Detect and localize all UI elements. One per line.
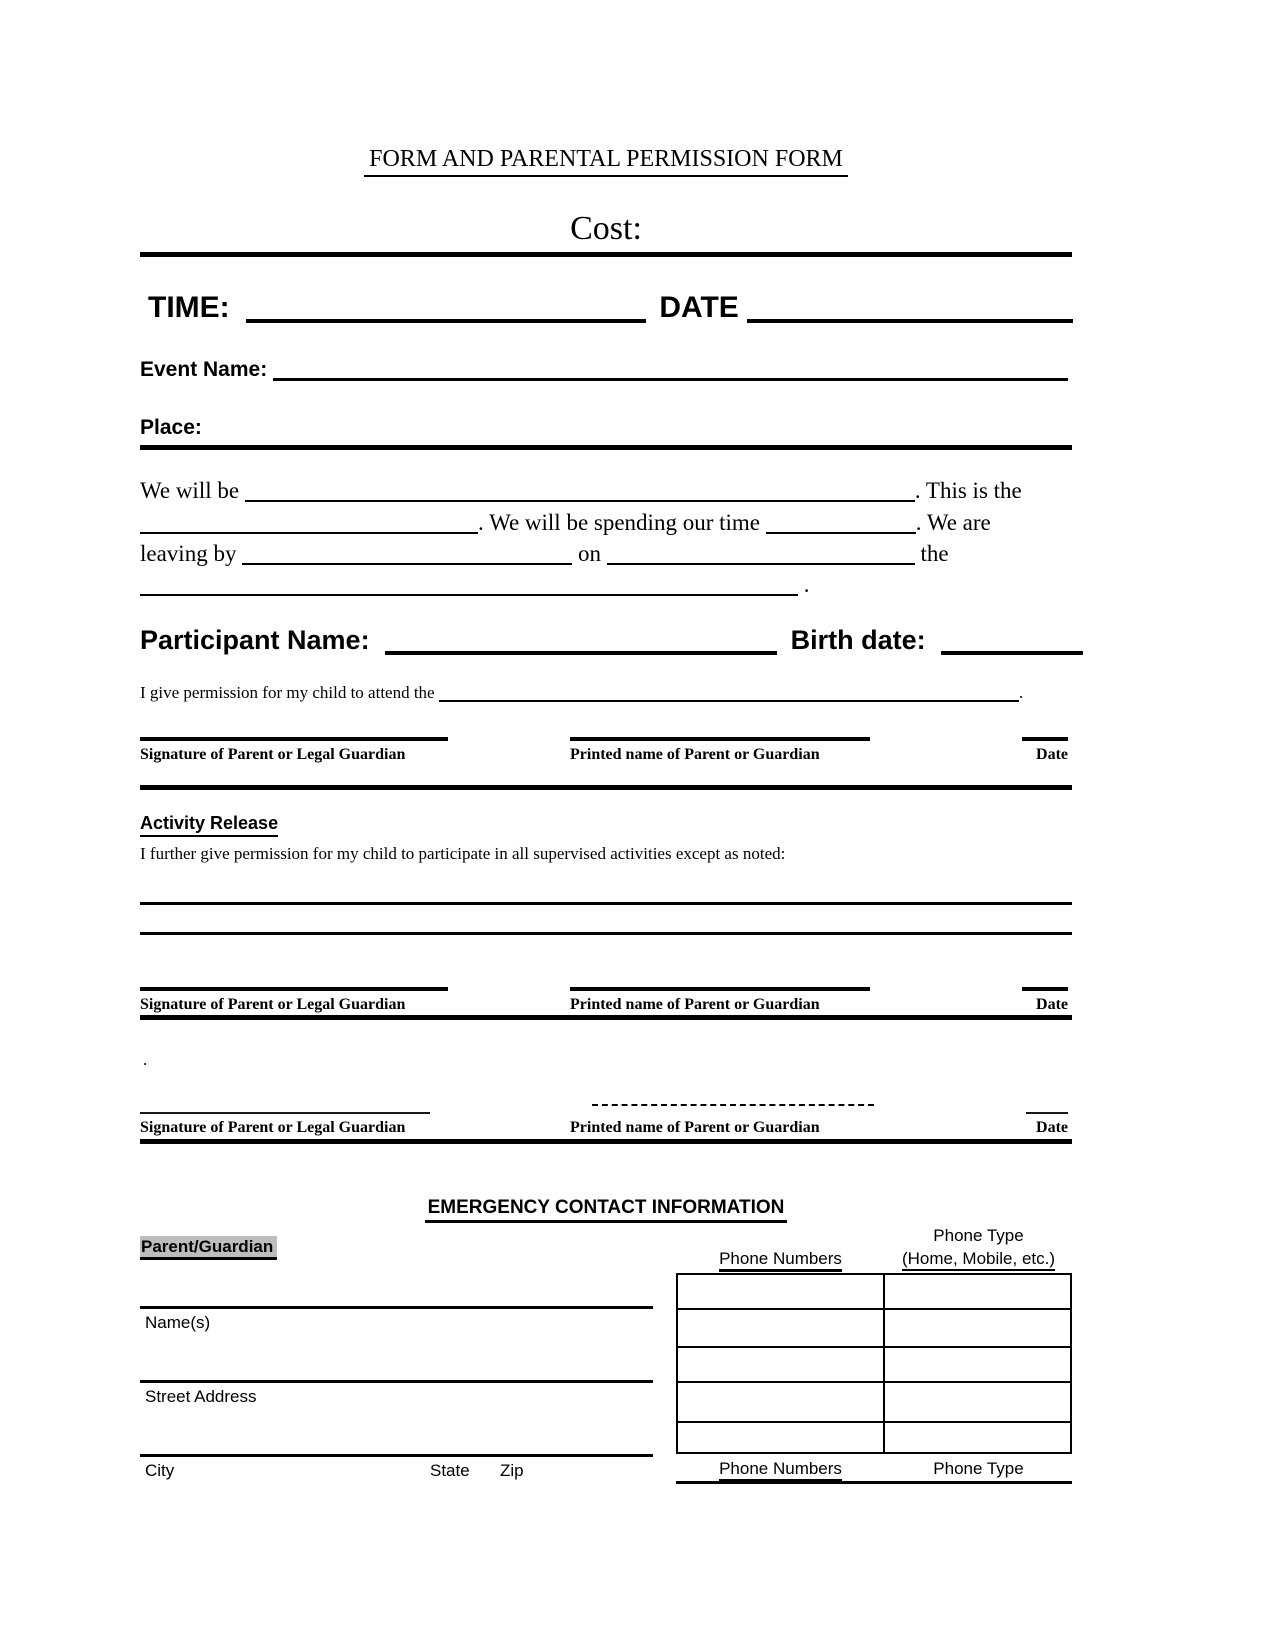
table-cell[interactable]: [883, 1421, 1070, 1452]
parent-guardian-label: Parent/Guardian: [140, 1236, 277, 1260]
trip-text: . We will be spending our time: [478, 510, 766, 535]
permission-period: .: [1018, 683, 1024, 702]
trip-text: the: [914, 541, 949, 566]
cost-label: Cost:: [570, 210, 642, 247]
footer-phone-numbers: [676, 1459, 885, 1479]
date-line[interactable]: [1026, 1112, 1068, 1114]
zip-label: Zip: [500, 1461, 524, 1480]
emergency-heading: EMERGENCY CONTACT INFORMATION: [425, 1197, 788, 1223]
time-date-row: [148, 291, 1073, 325]
table-cell[interactable]: [883, 1381, 1070, 1421]
table-cell[interactable]: [678, 1346, 883, 1381]
trip-text: . This is the: [914, 478, 1022, 503]
date-line[interactable]: [1022, 987, 1068, 991]
date-blank[interactable]: [747, 317, 1073, 323]
signature-label: Signature of Parent or Legal Guardian: [140, 996, 406, 1013]
trip-blank-4[interactable]: [242, 561, 572, 565]
event-name-label: Event Name:: [140, 358, 268, 381]
printed-name-label: Printed name of Parent or Guardian: [570, 746, 820, 763]
footer-phone-numbers-text: Phone Numbers: [719, 1459, 842, 1482]
table-cell[interactable]: [678, 1381, 883, 1421]
trip-line-2: [140, 510, 991, 536]
activity-release-heading-row: [140, 813, 278, 834]
stray-period: .: [143, 1050, 148, 1069]
section-rule: [140, 1139, 1072, 1144]
parent-guardian-row: [140, 1237, 277, 1257]
printed-name-line[interactable]: [592, 1104, 874, 1106]
participant-name-blank[interactable]: [385, 649, 777, 655]
cost-row: [140, 210, 1072, 248]
printed-name-line[interactable]: [570, 737, 870, 741]
emergency-heading-row: [140, 1197, 1072, 1219]
contact-table: [676, 1273, 1072, 1454]
title-row: [140, 146, 1072, 173]
footer-rule: [676, 1481, 1072, 1484]
city-line[interactable]: [140, 1454, 653, 1457]
date-label: DATE: [659, 291, 739, 324]
street-line[interactable]: [140, 1380, 653, 1383]
date-label: Date: [1036, 746, 1068, 763]
activity-release-heading: Activity Release: [140, 813, 278, 837]
name-label: Name(s): [145, 1313, 211, 1332]
cost-rule: [140, 252, 1072, 257]
printed-name-label: Printed name of Parent or Guardian: [570, 1119, 820, 1136]
table-cell[interactable]: [883, 1275, 1070, 1308]
event-name-blank[interactable]: [273, 376, 1068, 381]
time-label: TIME:: [148, 291, 230, 324]
place-rule: [140, 445, 1072, 450]
date-label: Date: [1036, 996, 1068, 1013]
trip-text: . We are: [915, 510, 991, 535]
notes-line-1[interactable]: [140, 902, 1072, 905]
place-row: [140, 416, 202, 440]
date-line[interactable]: [1022, 737, 1068, 741]
phone-numbers-header: [676, 1249, 885, 1269]
phone-type-header-line1: Phone Type: [933, 1226, 1024, 1245]
city-label: City: [145, 1461, 175, 1480]
trip-text: .: [798, 572, 810, 597]
participant-row: [140, 625, 1083, 656]
date-label: Date: [1036, 1119, 1068, 1136]
footer-phone-type: Phone Type: [933, 1459, 1024, 1478]
phone-type-header-line2: [885, 1249, 1072, 1269]
trip-line-1: [140, 478, 1022, 504]
phone-type-header-text: (Home, Mobile, etc.): [902, 1249, 1055, 1271]
trip-blank-6[interactable]: [140, 592, 798, 596]
state-label: State: [430, 1461, 470, 1480]
trip-blank-1[interactable]: [245, 498, 915, 502]
trip-text: leaving by: [140, 541, 243, 566]
signature-line[interactable]: [140, 987, 448, 991]
trip-line-4: [140, 572, 810, 598]
phone-numbers-header-text: Phone Numbers: [719, 1249, 842, 1272]
place-label: Place:: [140, 416, 202, 439]
permission-text: I give permission for my child to attend the: [140, 683, 439, 702]
time-blank[interactable]: [246, 317, 646, 323]
trip-blank-2[interactable]: [140, 530, 478, 534]
printed-name-line[interactable]: [570, 987, 870, 991]
event-name-row: [140, 358, 1068, 382]
trip-line-3: [140, 541, 949, 567]
signature-label: Signature of Parent or Legal Guardian: [140, 1119, 406, 1136]
table-cell[interactable]: [883, 1308, 1070, 1346]
participant-name-label: Participant Name:: [140, 625, 370, 655]
printed-name-label: Printed name of Parent or Guardian: [570, 996, 820, 1013]
table-cell[interactable]: [883, 1346, 1070, 1381]
signature-label: Signature of Parent or Legal Guardian: [140, 746, 406, 763]
name-line[interactable]: [140, 1306, 653, 1309]
trip-text: We will be: [140, 478, 245, 503]
table-cell[interactable]: [678, 1275, 883, 1308]
signature-line[interactable]: [140, 1112, 430, 1114]
notes-line-2[interactable]: [140, 932, 1072, 935]
activity-release-text: I further give permission for my child to participate in all supervised activities except as noted:: [140, 844, 786, 863]
permission-row: [140, 683, 1023, 703]
table-cell[interactable]: [678, 1421, 883, 1452]
section-rule: [140, 785, 1072, 790]
trip-blank-5[interactable]: [607, 561, 915, 565]
section-rule: [140, 1015, 1072, 1020]
trip-blank-3[interactable]: [766, 530, 916, 534]
table-cell[interactable]: [678, 1308, 883, 1346]
birth-date-blank[interactable]: [941, 649, 1083, 655]
page-title: FORM AND PARENTAL PERMISSION FORM: [364, 146, 848, 177]
birth-date-label: Birth date:: [790, 625, 926, 655]
permission-blank[interactable]: [439, 698, 1019, 702]
trip-text: on: [572, 541, 607, 566]
signature-line[interactable]: [140, 737, 448, 741]
street-label: Street Address: [145, 1387, 257, 1406]
